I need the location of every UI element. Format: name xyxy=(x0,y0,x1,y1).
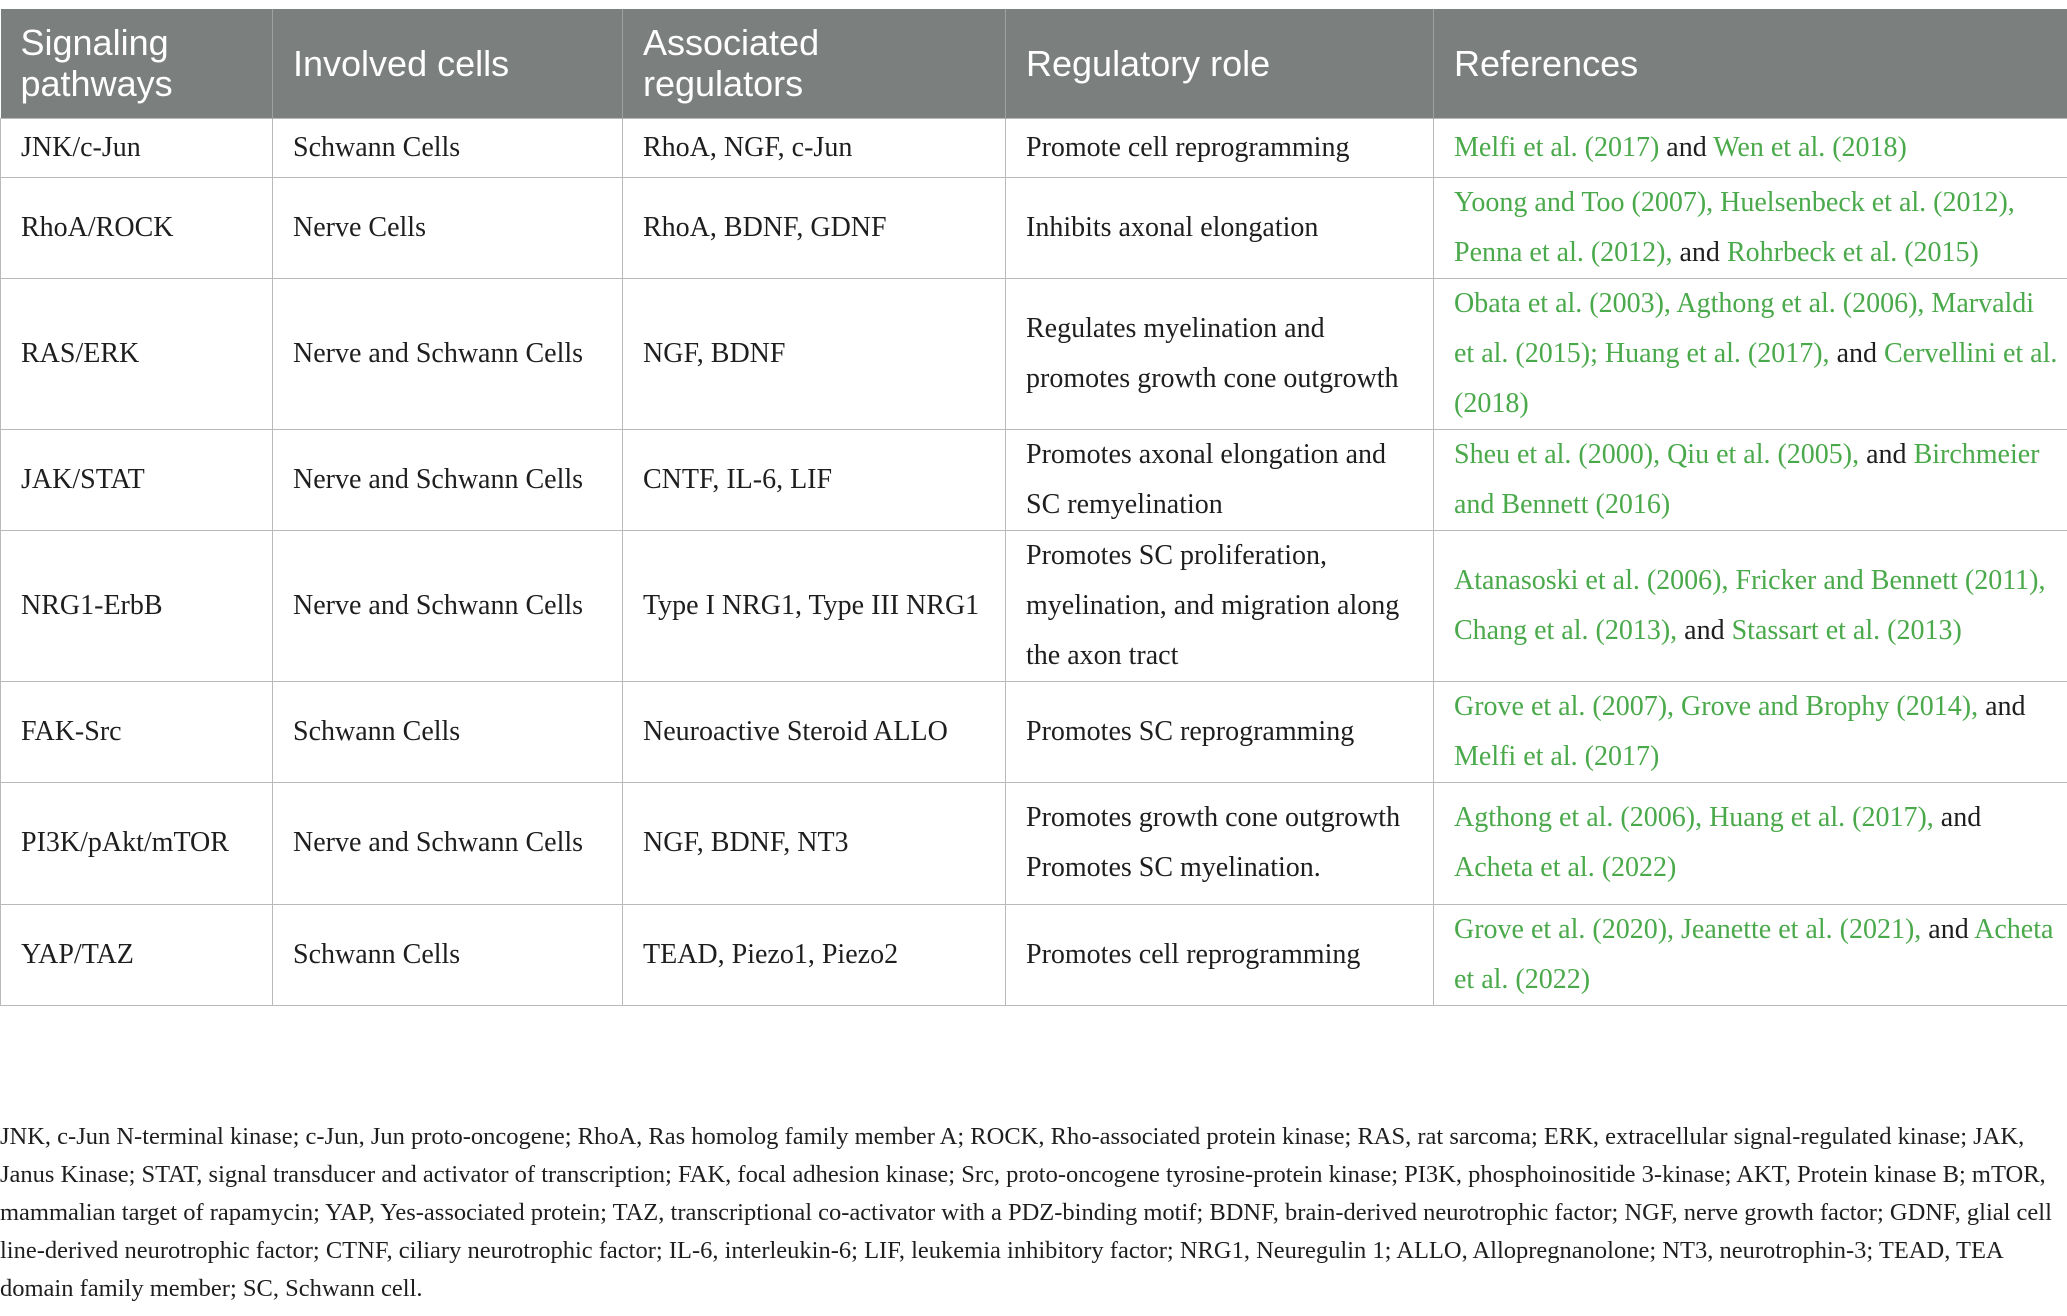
references-cell xyxy=(1434,278,2067,429)
reference-link[interactable]: Acheta et al. (2022) xyxy=(1454,852,1677,883)
regulators-cell: NGF, BDNF xyxy=(623,278,1006,429)
reference-link[interactable]: Stassart et al. (2013) xyxy=(1731,614,1962,646)
table-row xyxy=(1,118,2067,177)
regulators-cell: Type I NRG1, Type III NRG1 xyxy=(623,530,1006,681)
references-cell xyxy=(1434,782,2067,904)
reference-link[interactable]: Wen et al. (2018) xyxy=(1713,131,1907,163)
involved-cells-cell: Nerve and Schwann Cells xyxy=(273,278,623,429)
reference-conjunction: and xyxy=(1859,438,1914,470)
references-cell xyxy=(1434,681,2067,782)
regulatory-role-cell: Regulates myelination and promotes growth cone outgrowth xyxy=(1006,278,1434,429)
table-body xyxy=(1,118,2067,1005)
reference-conjunction: and xyxy=(1829,337,1884,369)
references-cell xyxy=(1434,429,2067,530)
reference-conjunction: and xyxy=(1672,236,1727,268)
table-row xyxy=(1,429,2067,530)
reference-link[interactable]: Grove et al. (2020), Jeanette et al. (2021), xyxy=(1454,913,1922,945)
involved-cells-cell: Nerve and Schwann Cells xyxy=(273,530,623,681)
table-row xyxy=(1,278,2067,429)
involved-cells-cell: Nerve and Schwann Cells xyxy=(273,782,623,904)
header-regulatory-role: Regulatory role xyxy=(1006,9,1434,118)
reference-link[interactable]: Rohrbeck et al. (2015) xyxy=(1726,236,1979,268)
reference-link[interactable]: Atanasoski et al. (2006), Fricker and Bennett (2011), Chang et al. (2013), xyxy=(1454,564,2046,646)
regulators-cell: TEAD, Piezo1, Piezo2 xyxy=(623,904,1006,1005)
table-row xyxy=(1,782,2067,904)
regulators-cell: RhoA, NGF, c-Jun xyxy=(623,118,1006,177)
reference-link[interactable]: Melfi et al. (2017) xyxy=(1454,131,1660,163)
pathway-cell: JAK/STAT xyxy=(1,429,273,530)
reference-link[interactable]: Obata et al. (2003), Agthong et al. (2006), Marvaldi et al. (2015); Huang et al. (2017), xyxy=(1454,287,2035,369)
pathway-cell: JNK/c-Jun xyxy=(1,118,273,177)
involved-cells-cell: Schwann Cells xyxy=(273,904,623,1005)
references-cell xyxy=(1434,530,2067,681)
header-associated-regulators: Associated regulators xyxy=(623,9,1006,118)
header-references: References xyxy=(1454,42,1639,84)
pathway-cell: YAP/TAZ xyxy=(1,904,273,1005)
involved-cells-cell: Schwann Cells xyxy=(273,118,623,177)
table-row xyxy=(1,177,2067,278)
regulatory-role-cell: Promotes SC reprogramming xyxy=(1006,681,1434,782)
pathway-cell: RhoA/ROCK xyxy=(1,177,273,278)
header-involved-cells: Involved cells xyxy=(273,9,623,118)
reference-conjunction: and xyxy=(1978,690,2026,722)
regulators-cell: RhoA, BDNF, GDNF xyxy=(623,177,1006,278)
regulators-cell: NGF, BDNF, NT3 xyxy=(623,782,1006,904)
table-row xyxy=(1,530,2067,681)
reference-link[interactable]: Yoong and Too (2007), Huelsenbeck et al. (2012), Penna et al. (2012), xyxy=(1454,186,2015,268)
table-header xyxy=(1,9,2067,118)
regulators-cell: CNTF, IL-6, LIF xyxy=(623,429,1006,530)
references-cell xyxy=(1434,118,2067,177)
regulatory-role-cell: Promotes axonal elongation and SC remyelination xyxy=(1006,429,1434,530)
table-footnote: JNK, c-Jun N-terminal kinase; c-Jun, Jun proto-oncogene; RhoA, Ras homolog family member A; ROCK, Rho-associated protein kinase; RAS, rat sarcoma; ERK, extracellular signal-regulated kinase; JAK, Janus Kinase; STAT, signal transducer and activator of transcription; FAK, focal adhesion kinase; Src, proto-oncogene tyrosine-protein kinase; PI3K, phosphoinositide 3-kinase; AKT, Protein kinase B; mTOR, mammalian target of rapamycin; YAP, Yes-associated protein; TAZ, transcriptional co-activator with a PDZ-binding motif; BDNF, brain-derived neurotrophic factor; NGF, nerve growth factor; GDNF, glial cell line-derived neurotrophic factor; CTNF, ciliary neurotrophic factor; IL-6, interleukin-6; LIF, leukemia inhibitory factor; NRG1, Neuregulin 1; ALLO, Allopregnanolone; NT3, neurotrophin-3; TEAD, TEA domain family member; SC, Schwann cell. xyxy=(0,1123,2052,1302)
involved-cells-cell: Schwann Cells xyxy=(273,681,623,782)
references-cell xyxy=(1434,904,2067,1005)
signaling-pathways-table xyxy=(0,9,2067,1006)
regulatory-role-cell: Promotes SC proliferation, myelination, and migration along the axon tract xyxy=(1006,530,1434,681)
header-row xyxy=(1,9,2067,118)
pathway-cell: RAS/ERK xyxy=(1,278,273,429)
reference-conjunction: and xyxy=(1921,913,1975,945)
pathway-cell: PI3K/pAkt/mTOR xyxy=(1,782,273,904)
reference-link[interactable]: Melfi et al. (2017) xyxy=(1454,740,1660,772)
pathway-cell: FAK-Src xyxy=(1,681,273,782)
table-row xyxy=(1,904,2067,1005)
references-cell xyxy=(1434,177,2067,278)
regulatory-role-cell: Inhibits axonal elongation xyxy=(1006,177,1434,278)
involved-cells-cell: Nerve and Schwann Cells xyxy=(273,429,623,530)
header-signaling-pathways: Signaling pathways xyxy=(1,9,273,118)
reference-conjunction: and xyxy=(1933,802,1982,833)
reference-link[interactable]: Cervellini et al. (2018) xyxy=(1454,337,2058,419)
table-row xyxy=(1,681,2067,782)
reference-conjunction: and xyxy=(1677,614,1732,646)
reference-link[interactable]: Sheu et al. (2000), Qiu et al. (2005), xyxy=(1454,438,1860,470)
pathway-cell: NRG1-ErbB xyxy=(1,530,273,681)
regulators-cell: Neuroactive Steroid ALLO xyxy=(623,681,1006,782)
reference-link[interactable]: Acheta et al. (2022) xyxy=(1454,913,2054,995)
reference-conjunction: and xyxy=(1659,131,1714,163)
regulatory-role-cell: Promote cell reprogramming xyxy=(1006,118,1434,177)
reference-link[interactable]: Agthong et al. (2006), Huang et al. (2017), xyxy=(1454,802,1934,833)
involved-cells-cell: Nerve Cells xyxy=(273,177,623,278)
regulatory-role-cell: Promotes cell reprogramming xyxy=(1006,904,1434,1005)
reference-link[interactable]: Birchmeier and Bennett (2016) xyxy=(1454,438,2040,520)
reference-link[interactable]: Grove et al. (2007), Grove and Brophy (2014), xyxy=(1454,690,1979,722)
regulatory-role-cell: Promotes growth cone outgrowth Promotes SC myelination. xyxy=(1006,782,1434,904)
